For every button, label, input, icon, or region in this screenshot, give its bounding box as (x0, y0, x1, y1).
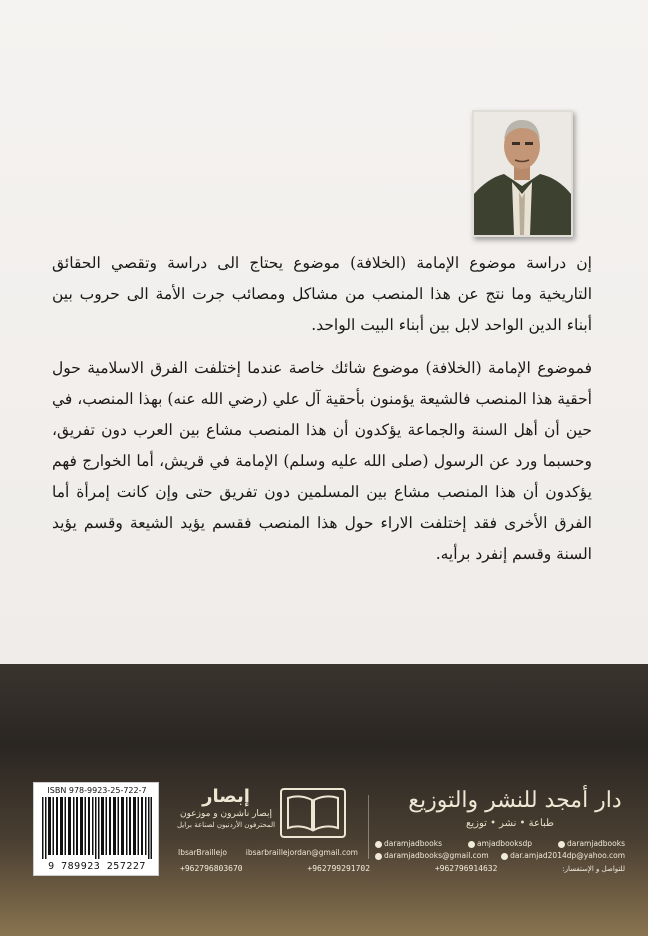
phone-row (180, 864, 625, 873)
phone-1[interactable]: +962796803670 (180, 864, 243, 873)
twitter-icon (375, 841, 382, 848)
phone-2[interactable]: +962799291702 (307, 864, 371, 873)
email-icon (375, 853, 382, 860)
email-icon (501, 853, 508, 860)
publisher-logo-block (405, 787, 625, 831)
publisher-email-yahoo[interactable]: dar.amjad2014dp@yahoo.com (510, 851, 625, 860)
ibsar-email[interactable]: ibsarbraillejordan@gmail.com (245, 848, 358, 857)
ibsar-logo-block (168, 786, 368, 848)
phone-3[interactable]: +962796914632 (434, 864, 498, 873)
paragraph-1: إن دراسة موضوع الإمامة (الخلافة) موضوع يحتاج الى دراسة وتقصي الحقائق التاريخية وما نتج عن هذا المنصب من مشاكل ومصائب جرت الأمة الى حروب بين أبناء الدين الواحد لابل بين أبناء البيت الواحد. (52, 254, 592, 334)
ibsar-facebook[interactable]: IbsarBraillejo (178, 848, 227, 857)
back-cover-text (52, 248, 592, 570)
ibsar-subtitle: إبصار ناشرون و موزعون (180, 809, 272, 819)
publisher-instagram[interactable]: amjadbooksdp (476, 839, 533, 848)
ibsar-contacts (178, 848, 358, 857)
publisher-name: دار أمجد للنشر والتوزيع (408, 788, 622, 813)
publisher-tagline: طباعة • نشر • توزيع (466, 818, 554, 829)
ibsar-name: إبصار (202, 786, 250, 807)
ibsar-tagline: المحترفون الأردنيون لصناعة برايل (176, 821, 276, 829)
paragraph-2: فموضوع الإمامة (الخلافة) موضوع شائك خاصة عندما إختلفت الفرق الاسلامية حول أحقية هذا المنصب فالشيعة يؤمنون بأحقية آل علي (رضي الله عنه) بهذا المنصب، في حين أن أهل السنة والجماعة يؤكدون أن هذا المنصب مشاع بين العرب دون تفريق، وحسبما ورد عن الرسول (صلى الله عليه وسلم) الإمامة في قريش، أما الخوارج فهم يؤكدون أن هذا المنصب مشاع بين المسلمين دون تفريق حتى وإن كانت إمرأة أما الفرق الأخرى فقد إختلفت الاراء حول هذا المنصب فقسم يؤيد الشيعة وقسم يؤيد السنة وقسم إنفرد برأيه. (52, 359, 592, 563)
contact-label: للتواصل و الإستفسار: (562, 864, 625, 873)
isbn-barcode (33, 782, 159, 876)
instagram-icon (468, 841, 475, 848)
publisher-facebook[interactable]: daramjadbooks (567, 839, 625, 848)
divider (368, 795, 369, 859)
publisher-contacts (375, 838, 625, 862)
publisher-twitter[interactable]: daramjadbooks (384, 839, 442, 848)
facebook-icon (558, 841, 565, 848)
isbn-number: 9 789923 257227 (48, 861, 146, 872)
isbn-text: ISBN 978-9923-25-722-7 (47, 786, 147, 795)
author-photo (472, 110, 573, 237)
open-book-icon (280, 788, 346, 838)
author-portrait (474, 112, 571, 235)
publisher-email-gmail[interactable]: daramjadbooks@gmail.com (384, 851, 489, 860)
barcode-icon (42, 797, 152, 859)
